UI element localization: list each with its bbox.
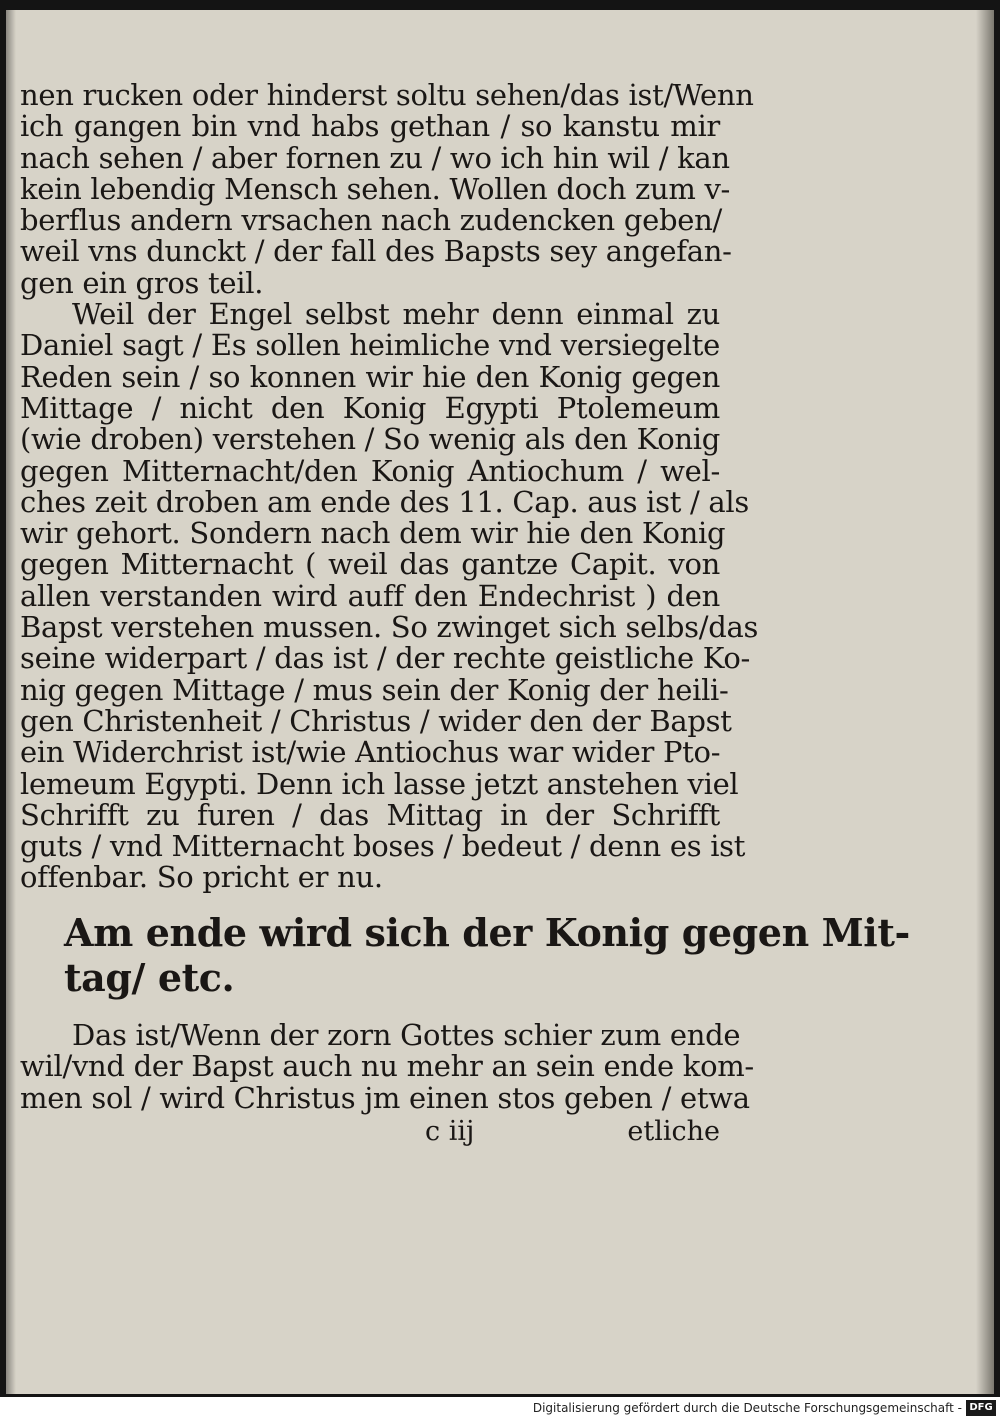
paragraph-3 — [20, 1018, 754, 1115]
text-line: kein lebendig Mensch sehen. Wollen doch zum v- — [20, 171, 731, 206]
dfg-logo-icon: DFG — [966, 1400, 996, 1416]
heading-line: tag/ etc. — [64, 955, 235, 1000]
text-line: nig gegen Mittage / mus sein der Konig der heili- — [20, 672, 729, 707]
text-line: Mittage / nicht den Konig Egypti Ptolemeum — [20, 390, 720, 425]
text-line: ich gangen bin vnd habs gethan / so kanstu mir — [20, 109, 720, 144]
text-line: gegen Mitternacht ( weil das gantze Capit. von — [20, 547, 720, 582]
text-line: Bapst verstehen mussen. So zwinget sich selbs/das — [20, 610, 759, 645]
text-line: offenbar. So pricht er nu. — [20, 860, 383, 895]
catchword: etliche — [627, 1116, 720, 1147]
text-line: (wie droben) verstehen / So wenig als den Konig — [20, 422, 720, 457]
text-line: nen rucken oder hinderst soltu sehen/das ist/Wenn — [20, 78, 754, 112]
text-line: wil/vnd der Bapst auch nu mehr an sein ende kom- — [20, 1049, 754, 1084]
text-line: gegen Mitternacht/den Konig Antiochum / wel- — [20, 453, 720, 488]
text-line: gen ein gros teil. — [20, 265, 264, 300]
digitization-credit: Digitalisierung gefördert durch die Deutsche Forschungsgemeinschaft - — [532, 1401, 962, 1415]
page-footer — [20, 1116, 720, 1148]
text-line: Schrifft zu furen / das Mittag in der Schrifft — [20, 797, 720, 832]
text-line: berflus andern vrsachen nach zudencken geben/ — [20, 203, 722, 238]
signature-mark: c iij — [425, 1116, 475, 1147]
paragraph-1 — [20, 78, 759, 895]
text-line: ches zeit droben am ende des 11. Cap. aus ist / als — [20, 484, 749, 519]
text-line: Das ist/Wenn der zorn Gottes schier zum ende — [72, 1018, 741, 1052]
digitization-credit-bar — [0, 1398, 1000, 1419]
text-line: seine widerpart / das ist / der rechte geistliche Ko- — [20, 641, 751, 676]
text-line: Weil der Engel selbst mehr denn einmal zu — [72, 297, 720, 332]
text-line: weil vns dunckt / der fall des Bapsts sey angefan- — [20, 234, 732, 269]
section-heading — [64, 910, 910, 1000]
text-line: guts / vnd Mitternacht boses / bedeut / denn es ist — [20, 829, 746, 864]
paragraph-2 — [20, 297, 759, 895]
text-line: wir gehort. Sondern nach dem wir hie den Konig — [20, 516, 726, 551]
text-line: Reden sein / so konnen wir hie den Konig gegen — [20, 359, 720, 394]
text-line: allen verstanden wird auff den Endechrist ) den — [20, 578, 720, 613]
book-page — [6, 10, 994, 1394]
heading-line: Am ende wird sich der Konig gegen Mit- — [64, 910, 910, 955]
text-line: lemeum Egypti. Denn ich lasse jetzt anstehen viel — [20, 766, 739, 801]
text-line: nach sehen / aber fornen zu / wo ich hin wil / kan — [20, 140, 730, 175]
text-line: ein Widerchrist ist/wie Antiochus war wider Pto- — [20, 735, 721, 770]
text-line: gen Christenheit / Christus / wider den der Bapst — [20, 703, 732, 738]
text-line: men sol / wird Christus jm einen stos geben / etwa — [20, 1080, 750, 1115]
text-line: Daniel sagt / Es sollen heimliche vnd versiegelte — [20, 328, 720, 363]
